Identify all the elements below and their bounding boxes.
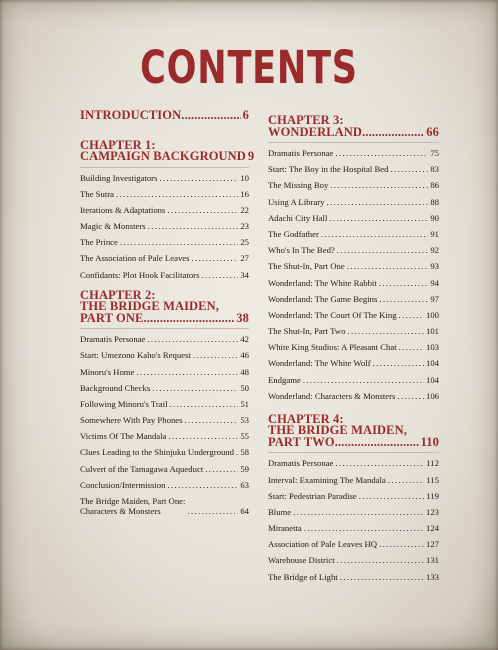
page-title: CONTENTS bbox=[140, 41, 358, 94]
toc-entry[interactable] bbox=[268, 391, 439, 401]
toc-entry[interactable] bbox=[80, 399, 249, 409]
leader-dots bbox=[303, 375, 424, 385]
chapter-title-row bbox=[80, 310, 249, 325]
toc-entry[interactable] bbox=[268, 523, 439, 533]
leader-dots bbox=[168, 431, 238, 441]
entry-page-number: 63 bbox=[240, 479, 249, 490]
entry-page-number: 58 bbox=[240, 447, 249, 458]
entry-page-number: 133 bbox=[425, 571, 439, 582]
chapter-title-line: PART TWO bbox=[268, 434, 335, 449]
toc-entry[interactable] bbox=[268, 458, 439, 468]
entry-page-number: 27 bbox=[240, 253, 249, 264]
chapter-page-number: 38 bbox=[236, 310, 249, 325]
entry-page-number: 64 bbox=[240, 506, 249, 516]
leader-dots bbox=[120, 237, 238, 247]
entry-page-number: 22 bbox=[240, 204, 249, 215]
entry-page-number: 42 bbox=[240, 334, 249, 345]
chapter-title-line: CHAPTER 4: bbox=[268, 411, 344, 426]
entry-title: Wonderland: Characters & Monsters bbox=[268, 390, 396, 401]
entry-title: Conclusion/Intermission bbox=[80, 479, 166, 490]
leader-dots bbox=[330, 180, 428, 190]
toc-entry[interactable] bbox=[268, 326, 439, 336]
chapter-title-row bbox=[268, 434, 439, 449]
entry-title: Culvert of the Tamagawa Aqueduct bbox=[80, 463, 204, 474]
toc-entry[interactable] bbox=[268, 229, 439, 239]
leader-dots bbox=[116, 189, 238, 199]
leader-dots bbox=[159, 173, 238, 183]
leader-dots bbox=[379, 539, 424, 549]
entry-page-number: 103 bbox=[425, 342, 439, 353]
entry-page-number: 104 bbox=[425, 358, 439, 369]
heading-underline bbox=[268, 452, 439, 453]
entry-page-number: 101 bbox=[425, 326, 439, 337]
toc-entry[interactable] bbox=[80, 253, 249, 263]
leader-dots bbox=[293, 507, 424, 517]
toc-entry[interactable] bbox=[80, 383, 249, 393]
toc-entry[interactable] bbox=[268, 507, 439, 517]
chapter-title-row bbox=[268, 124, 439, 139]
entry-title: Dramatis Personae bbox=[80, 334, 146, 345]
entry-page-number: 34 bbox=[240, 269, 249, 280]
leader-dots bbox=[167, 480, 238, 490]
leader-dots bbox=[379, 294, 428, 304]
leader-dots bbox=[152, 383, 238, 393]
leader-dots bbox=[391, 164, 429, 174]
toc-entry[interactable] bbox=[80, 496, 249, 516]
entry-page-number: 48 bbox=[240, 366, 249, 377]
toc-entry[interactable] bbox=[268, 491, 439, 501]
entry-title: Miranetta bbox=[268, 523, 302, 534]
entry-page-number: 112 bbox=[426, 458, 439, 469]
leader-dots bbox=[337, 245, 429, 255]
entry-title: Using A Library bbox=[268, 196, 325, 207]
entry-page-number: 88 bbox=[430, 196, 439, 207]
leader-dots bbox=[397, 391, 424, 401]
toc-entry[interactable] bbox=[80, 350, 249, 360]
leader-dots bbox=[373, 358, 424, 368]
toc-entry[interactable] bbox=[268, 261, 439, 271]
toc-entry[interactable] bbox=[268, 539, 439, 549]
entry-title: Wonderland: The Court Of The King bbox=[268, 309, 397, 320]
chapter-heading[interactable] bbox=[80, 137, 255, 163]
entry-title: Following Minoru's Trail bbox=[80, 398, 168, 409]
leader-dots bbox=[329, 213, 428, 223]
toc-entry[interactable] bbox=[268, 245, 439, 255]
entry-page-number: 16 bbox=[240, 188, 249, 199]
heading-underline bbox=[80, 328, 249, 329]
leader-dots bbox=[347, 326, 424, 336]
entry-page-number: 115 bbox=[426, 474, 439, 485]
entry-page-number: 55 bbox=[240, 431, 249, 442]
chapter-heading[interactable] bbox=[80, 110, 249, 122]
leader-dots bbox=[340, 572, 424, 582]
toc-left-column bbox=[80, 108, 255, 516]
leader-dots bbox=[335, 458, 424, 468]
entry-title bbox=[80, 496, 185, 516]
toc-entry[interactable] bbox=[268, 310, 439, 320]
entry-page-number: 93 bbox=[430, 261, 439, 272]
toc-entry[interactable] bbox=[80, 480, 249, 490]
chapter-title-line: WONDERLAND bbox=[268, 124, 363, 139]
toc-entry[interactable] bbox=[268, 475, 439, 485]
entry-title: Building Investigators bbox=[80, 172, 158, 183]
entry-title: The Godfather bbox=[268, 228, 319, 239]
entry-page-number: 86 bbox=[430, 180, 439, 191]
entry-page-number: 91 bbox=[430, 228, 439, 239]
entry-title: Blume bbox=[268, 506, 292, 517]
entry-title-line: Characters & Monsters bbox=[80, 506, 161, 516]
entry-title: Dramatis Personae bbox=[268, 148, 334, 158]
chapter-title-line: PART ONE bbox=[80, 310, 144, 325]
toc-entry[interactable] bbox=[268, 572, 439, 582]
toc-entry[interactable] bbox=[268, 342, 439, 352]
entry-page-number: 97 bbox=[430, 293, 439, 304]
chapter-title-line: CAMPAIGN BACKGROUND bbox=[80, 149, 246, 163]
toc-entry[interactable] bbox=[80, 431, 249, 441]
leader-dots bbox=[136, 367, 238, 377]
leader-dots bbox=[187, 506, 238, 516]
entry-page-number: 10 bbox=[240, 172, 249, 183]
toc-entry[interactable] bbox=[268, 358, 439, 368]
chapter-title-line: CHAPTER 3: bbox=[268, 113, 344, 127]
entry-title: The Shut-In, Part Two bbox=[268, 326, 346, 337]
toc-entry[interactable] bbox=[80, 334, 249, 344]
entry-page-number: 25 bbox=[240, 237, 249, 248]
chapter-title-line: THE BRIDGE MAIDEN, bbox=[80, 299, 219, 314]
leader-dots bbox=[193, 350, 238, 360]
entry-page-number: 50 bbox=[240, 382, 249, 393]
toc-entry[interactable] bbox=[268, 555, 439, 565]
entry-title: Start: The Boy in the Hospital Bed bbox=[268, 164, 389, 175]
toc-entry[interactable] bbox=[80, 221, 249, 231]
toc-entry[interactable] bbox=[80, 464, 249, 474]
entry-title: Adachi City Hall bbox=[268, 212, 328, 223]
leader-dots bbox=[399, 342, 424, 352]
entry-title: Background Checks bbox=[80, 382, 151, 393]
leader-dots bbox=[236, 447, 238, 457]
toc-right-column bbox=[268, 110, 439, 582]
entry-page-number: 83 bbox=[430, 164, 439, 175]
toc-entry[interactable] bbox=[268, 278, 439, 288]
entry-page-number: 131 bbox=[425, 555, 439, 566]
chapter-heading[interactable] bbox=[80, 287, 249, 325]
entry-title: White King Studios: A Pleasant Chat bbox=[268, 342, 397, 353]
chapter-heading[interactable] bbox=[268, 115, 439, 138]
chapter-title-line: INTRODUCTION bbox=[80, 108, 182, 122]
entry-title: Start: Umezono Kaho's Request bbox=[80, 350, 191, 361]
leader-dots bbox=[143, 313, 234, 325]
entry-title: Clues Leading to the Shinjuku Underground bbox=[80, 447, 235, 458]
chapter-title-line: CHAPTER 2: bbox=[80, 287, 156, 302]
toc-entry[interactable] bbox=[268, 197, 439, 207]
entry-title: Start: Pedestrian Paradise bbox=[268, 490, 357, 501]
leader-dots bbox=[359, 491, 424, 501]
toc-entry[interactable] bbox=[268, 213, 439, 223]
heading-underline bbox=[80, 167, 249, 168]
toc-entry[interactable] bbox=[80, 270, 249, 280]
entry-title: The Bridge of Light bbox=[268, 571, 338, 582]
chapter-page-number: 9 bbox=[247, 149, 255, 163]
entry-page-number: 23 bbox=[240, 221, 249, 232]
entry-title: Wonderland: The White Wolf bbox=[268, 358, 371, 369]
entry-title: Wonderland: The Game Begins bbox=[268, 293, 378, 304]
entry-page-number: 94 bbox=[430, 277, 439, 288]
toc-entry[interactable] bbox=[268, 164, 439, 174]
heading-underline bbox=[268, 142, 439, 143]
entry-page-number: 51 bbox=[240, 398, 249, 409]
toc-entry[interactable] bbox=[80, 173, 249, 183]
entry-page-number: 100 bbox=[425, 309, 439, 320]
leader-dots bbox=[347, 261, 429, 271]
toc-entry[interactable] bbox=[268, 375, 439, 385]
toc-entry[interactable] bbox=[80, 189, 249, 199]
chapter-title-row bbox=[80, 149, 255, 163]
entry-title: Minoru's Home bbox=[80, 366, 135, 377]
chapter-page-number: 110 bbox=[420, 434, 439, 449]
entry-page-number: 124 bbox=[425, 523, 439, 534]
leader-dots bbox=[399, 310, 424, 320]
entry-title-line: The Bridge Maiden, Part One: bbox=[80, 496, 186, 506]
leader-dots bbox=[304, 523, 424, 533]
entry-page-number: 53 bbox=[240, 415, 249, 426]
entry-page-number: 123 bbox=[425, 506, 439, 517]
leader-dots bbox=[362, 127, 424, 139]
leader-dots bbox=[379, 278, 429, 288]
leader-dots bbox=[335, 437, 419, 449]
entry-page-number: 59 bbox=[240, 463, 249, 474]
entry-title: The Sutra bbox=[80, 188, 115, 199]
entry-title: Warehouse District bbox=[268, 555, 335, 566]
entry-title: The Prince bbox=[80, 237, 118, 248]
toc-entry[interactable] bbox=[80, 415, 249, 425]
toc-entry[interactable] bbox=[80, 205, 249, 215]
leader-dots bbox=[326, 197, 428, 207]
chapter-page-number: 66 bbox=[426, 124, 439, 139]
leader-dots bbox=[201, 270, 238, 280]
entry-title: Victims Of The Mandala bbox=[80, 431, 167, 442]
toc-entry[interactable] bbox=[80, 237, 249, 247]
entry-page-number: 106 bbox=[425, 390, 439, 401]
entry-title: Who's In The Bed? bbox=[268, 245, 335, 256]
entry-title: Magic & Monsters bbox=[80, 221, 146, 232]
toc-entry[interactable] bbox=[268, 148, 439, 158]
leader-dots bbox=[185, 415, 239, 425]
leader-dots bbox=[181, 110, 240, 122]
toc-entry[interactable] bbox=[268, 180, 439, 190]
toc-entry[interactable] bbox=[80, 367, 249, 377]
chapter-title-line: CHAPTER 1: bbox=[80, 137, 156, 152]
entry-title: Wonderland: The White Rabbit bbox=[268, 277, 377, 288]
entry-title: Confidants: Plot Hook Facilitators bbox=[80, 269, 200, 280]
chapter-title-row bbox=[80, 110, 249, 122]
leader-dots bbox=[388, 475, 424, 485]
entry-title: Iterations & Adaptations bbox=[80, 204, 166, 215]
entry-title: Endgame bbox=[268, 374, 301, 385]
entry-title: Association of Pale Leaves HQ bbox=[268, 539, 378, 550]
leader-dots bbox=[335, 148, 428, 158]
chapter-heading[interactable] bbox=[268, 411, 439, 449]
entry-title: The Association of Pale Leaves bbox=[80, 253, 190, 264]
leader-dots bbox=[147, 334, 238, 344]
entry-title: The Missing Boy bbox=[268, 180, 329, 191]
leader-dots bbox=[321, 229, 428, 239]
entry-title: Somewhere With Pay Phones bbox=[80, 415, 183, 426]
leader-dots bbox=[205, 464, 238, 474]
chapter-title-line: THE BRIDGE MAIDEN, bbox=[268, 423, 407, 438]
entry-title: The Shut-In, Part One bbox=[268, 261, 345, 272]
leader-dots bbox=[192, 253, 239, 263]
entry-page-number: 75 bbox=[430, 148, 439, 158]
toc-entry[interactable] bbox=[268, 294, 439, 304]
toc-entry[interactable] bbox=[80, 447, 249, 457]
leader-dots bbox=[337, 555, 424, 565]
entry-page-number: 92 bbox=[430, 245, 439, 256]
leader-dots bbox=[167, 205, 238, 215]
entry-page-number: 90 bbox=[430, 212, 439, 223]
entry-page-number: 127 bbox=[425, 539, 439, 550]
leader-dots bbox=[170, 399, 239, 409]
entry-page-number: 119 bbox=[426, 490, 439, 501]
entry-page-number: 46 bbox=[240, 350, 249, 361]
entry-page-number: 104 bbox=[425, 374, 439, 385]
leader-dots bbox=[148, 221, 239, 231]
entry-title: Interval: Examining The Mandala bbox=[268, 474, 386, 485]
chapter-page-number: 6 bbox=[242, 108, 249, 122]
entry-title: Dramatis Personae bbox=[268, 458, 334, 469]
